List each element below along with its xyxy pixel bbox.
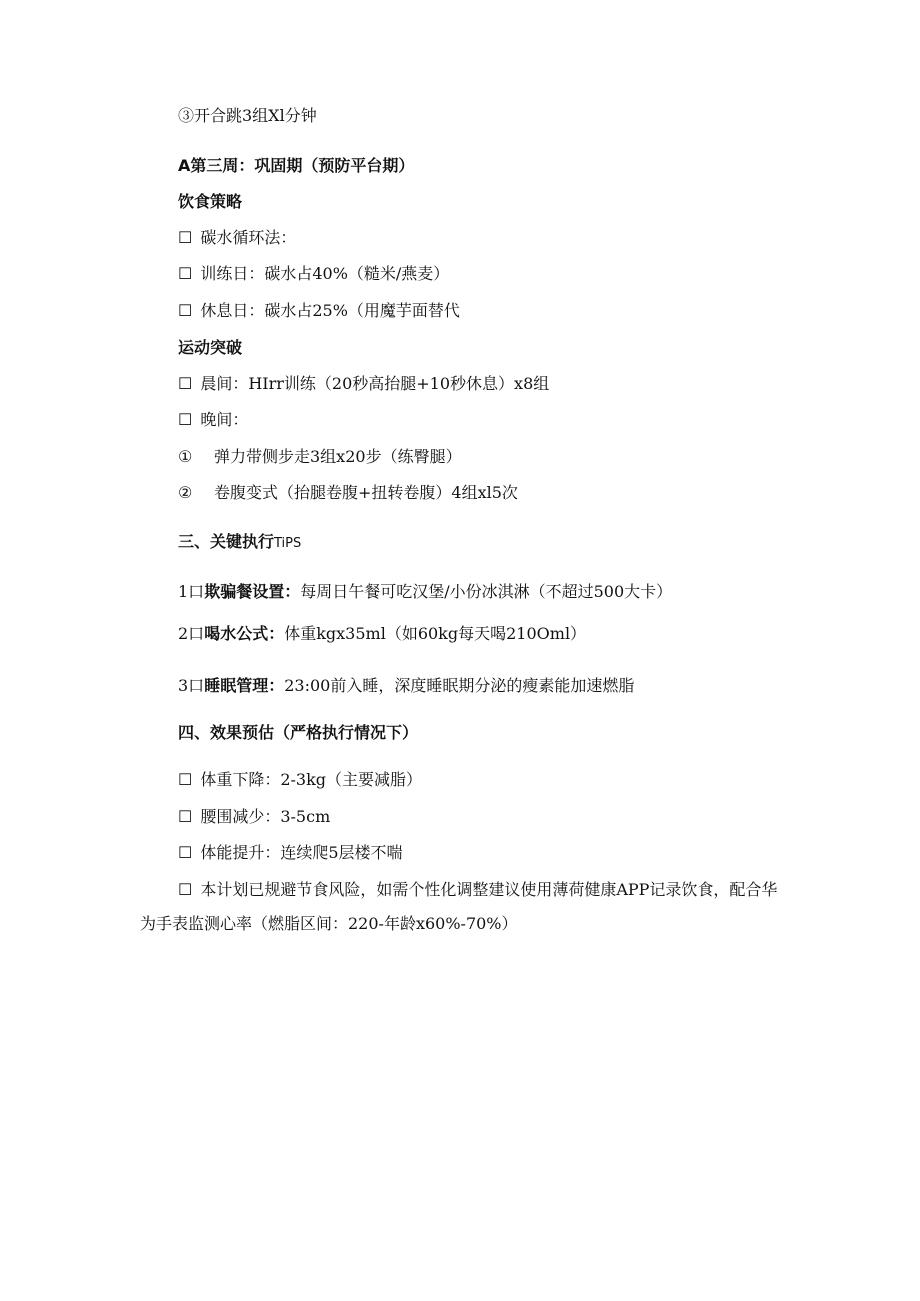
morning-item xyxy=(178,374,549,394)
carb-cycle-text: 碳水循环法： xyxy=(200,228,297,247)
checkbox-icon: ☐ xyxy=(178,374,193,393)
morning-text: 晨间：HIrr训练（20秒高抬腿+10秒休息）x8组 xyxy=(200,374,550,393)
training-day-item xyxy=(178,264,449,284)
stamina-text: 体能提升：连续爬5层楼不喘 xyxy=(200,843,403,862)
checkbox-icon: ☐ xyxy=(178,264,193,283)
tip-text: 每周日午餐可吃汉堡/小份冰淇淋（不超过500大卡） xyxy=(300,582,673,601)
carb-cycle-item xyxy=(178,228,296,248)
evening-exercise-2-text: 卷腹变式（抬腿卷腹+扭转卷腹）4组xl5次 xyxy=(214,483,518,502)
closing-paragraph-text: 本计划已规避节食风险，如需个性化调整建议使用薄荷健康APP记录饮食，配合华为手表监测心率（燃脂区间：220-年龄x60%-70%） xyxy=(140,880,778,933)
waist-text: 腰围减少：3-5cm xyxy=(200,807,331,826)
section3-heading-suffix: TiPS xyxy=(274,536,302,551)
tip-text: 体重kgx35ml（如60kg每天喝210Oml） xyxy=(284,624,587,643)
checkbox-icon: ☐ xyxy=(178,843,193,862)
rest-day-item xyxy=(178,301,460,321)
closing-paragraph xyxy=(140,873,790,941)
checkbox-icon: ☐ xyxy=(178,770,193,789)
tip-text: 23:00前入睡，深度睡眠期分泌的瘦素能加速燃脂 xyxy=(284,676,635,695)
section3-heading xyxy=(178,532,301,554)
weight-item xyxy=(178,770,422,790)
tip-water xyxy=(178,624,586,644)
jumping-jacks-line: ③开合跳3组Xl分钟 xyxy=(178,106,317,125)
stamina-item xyxy=(178,843,403,863)
checkbox-icon: ☐ xyxy=(178,880,193,899)
section3-heading-text: 三、关键执行 xyxy=(178,532,275,551)
tip-label: 欺骗餐设置： xyxy=(204,582,301,601)
section4-heading: 四、效果预估（严格执行情况下） xyxy=(178,723,419,742)
checkbox-icon: ☐ xyxy=(178,807,193,826)
week3-heading: A第三周：巩固期（预防平台期） xyxy=(178,156,415,175)
tip-number: 1口 xyxy=(178,582,205,601)
evening-exercise-2 xyxy=(178,483,518,503)
checkbox-icon: ☐ xyxy=(178,228,193,247)
weight-text: 体重下降：2-3kg（主要减脂） xyxy=(200,770,423,789)
tip-label: 喝水公式： xyxy=(204,624,285,643)
exercise-heading: 运动突破 xyxy=(178,338,243,357)
circled-number: ② xyxy=(178,483,193,502)
rest-day-text: 休息日：碳水占25%（用魔芋面替代 xyxy=(200,301,460,320)
circled-number: ① xyxy=(178,447,193,466)
waist-item xyxy=(178,807,330,827)
evening-item xyxy=(178,410,248,430)
tip-sleep xyxy=(178,676,634,696)
checkbox-icon: ☐ xyxy=(178,410,193,429)
evening-exercise-1 xyxy=(178,447,462,467)
evening-text: 晚间： xyxy=(200,410,249,429)
diet-strategy-heading: 饮食策略 xyxy=(178,192,243,211)
training-day-text: 训练日：碳水占40%（糙米/燕麦） xyxy=(200,264,450,283)
checkbox-icon: ☐ xyxy=(178,301,193,320)
evening-exercise-1-text: 弹力带侧步走3组x20步（练臀腿） xyxy=(214,447,462,466)
tip-label: 睡眠管理： xyxy=(204,676,285,695)
tip-number: 2口 xyxy=(178,624,205,643)
tip-number: 3口 xyxy=(178,676,205,695)
tip-cheat-meal xyxy=(178,582,672,602)
